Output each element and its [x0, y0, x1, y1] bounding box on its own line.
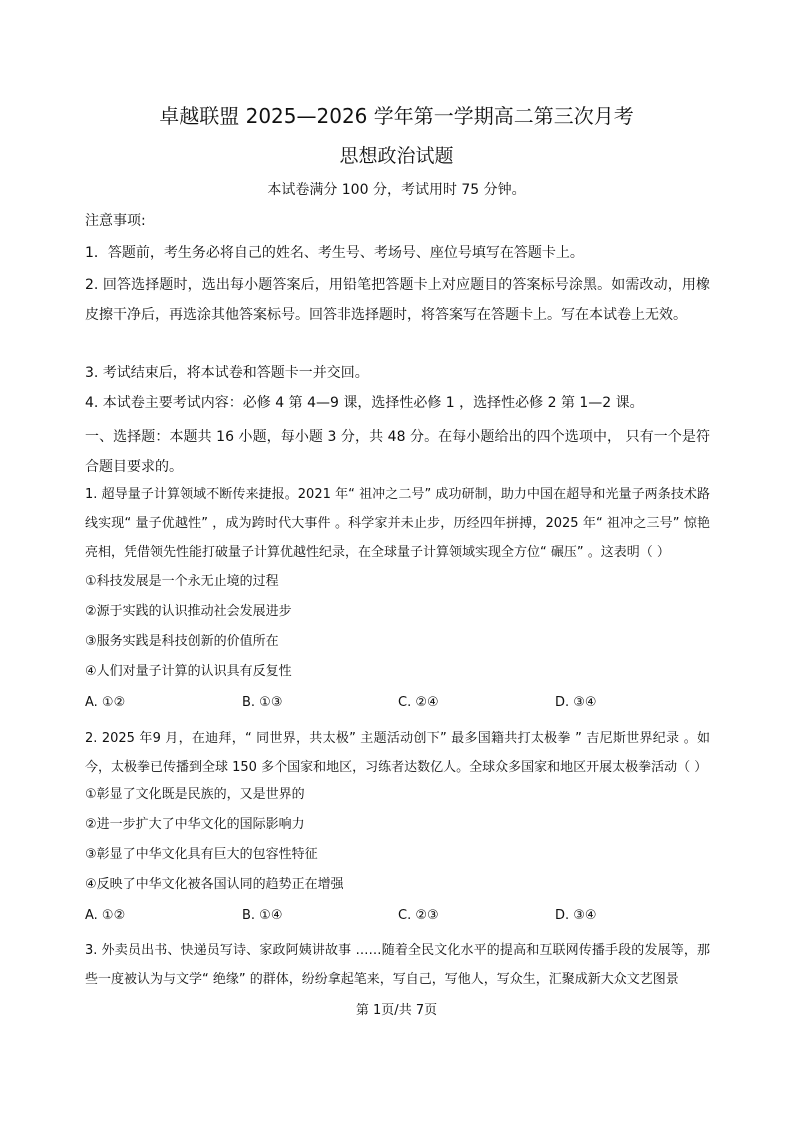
- note-item-4: 4. 本试卷主要考试内容：必修 4 第 4—9 课，选择性必修 1 ，选择性必修 2 第 1—2 课。: [85, 395, 644, 411]
- question-2-option-b: B. ①④: [242, 908, 283, 923]
- section-heading: 一、选择题：本题共 16 小题，每小题 3 分，共 48 分。在每小题给出的四个选项中， 只有一个是符合题目要求的。: [85, 429, 710, 475]
- page-footer: 第 1页/共 7页: [355, 1003, 438, 1018]
- question-2-option-c: C. ②③: [398, 908, 439, 923]
- question-1-option-c: C. ②④: [398, 695, 439, 710]
- note-item-3: 3. 考试结束后，将本试卷和答题卡一并交回。: [85, 365, 369, 381]
- question-1-options: [85, 692, 710, 714]
- notes-heading: 注意事项:: [85, 213, 146, 229]
- exam-title: 卓越联盟 2025—2026 学年第一学期高二第三次月考: [159, 104, 634, 128]
- question-2-statement-2: ②进一步扩大了中华文化的国际影响力: [85, 817, 305, 832]
- question-1-option-b: B. ①③: [242, 695, 283, 710]
- question-2-statement-1: ①彰显了文化既是民族的，又是世界的: [85, 787, 305, 802]
- question-2-statement-3: ③彰显了中华文化具有巨大的包容性特征: [85, 847, 318, 862]
- question-2-options: [85, 905, 710, 927]
- note-item-1: 1．答题前，考生务必将自己的姓名、考生号、考场号、座位号填写在答题卡上。: [85, 245, 584, 261]
- exam-info: 本试卷满分 100 分，考试用时 75 分钟。: [267, 182, 526, 198]
- question-1-option-d: D. ③④: [555, 695, 597, 710]
- question-1-option-a: A. ①②: [85, 695, 126, 710]
- question-2-option-d: D. ③④: [555, 908, 597, 923]
- question-2-stem: 2. 2025 年9 月，在迪拜，“ 同世界，共太极” 主题活动创下” 最多国籍共打太极拳 ” 吉尼斯世界纪录 。如今，太极拳已传播到全球 150 多个国家和地区，习练者达数亿人。全球众多国家和地区开展太极拳活动（ ）: [85, 731, 710, 775]
- note-item-2: 2. 回答选择题时，选出每小题答案后，用铅笔把答题卡上对应题目的答案标号涂黑。如需改动，用橡皮擦干净后，再选涂其他答案标号。回答非选择题时，将答案写在答题卡上。写在本试卷上无效。: [85, 277, 710, 323]
- question-3-stem: 3. 外卖员出书、快递员写诗、家政阿姨讲故事 ……随着全民文化水平的提高和互联网传播手段的发展等，那些一度被认为与文学“ 绝缘” 的群体，纷纷拿起笔来，写自己，写他人，写众生，汇聚成新大众文艺图景: [85, 943, 710, 987]
- question-1-statement-1: ①科技发展是一个永无止境的过程: [85, 574, 279, 589]
- question-2-option-a: A. ①②: [85, 908, 126, 923]
- question-1-statement-3: ③服务实践是科技创新的价值所在: [85, 634, 279, 649]
- question-1-stem: 1. 超导量子计算领域不断传来捷报。2021 年“ 祖冲之二号” 成功研制，助力中国在超导和光量子两条技术路线实现“ 量子优越性” ，成为跨时代大事件 。科学家并未止步，历经四年拼搏，2025 年“ 祖冲之三号” 惊艳亮相，凭借领先性能打破量子计算优越性纪录，在全球量子计算领域实现全方位“ 碾压” 。这表明（ ）: [85, 487, 710, 560]
- question-2-statement-4: ④反映了中华文化被各国认同的趋势正在增强: [85, 877, 344, 892]
- question-1-statement-2: ②源于实践的认识推动社会发展进步: [85, 604, 292, 619]
- question-1-statement-4: ④人们对量子计算的认识具有反复性: [85, 664, 292, 679]
- subject-title: 思想政治试题: [339, 145, 454, 167]
